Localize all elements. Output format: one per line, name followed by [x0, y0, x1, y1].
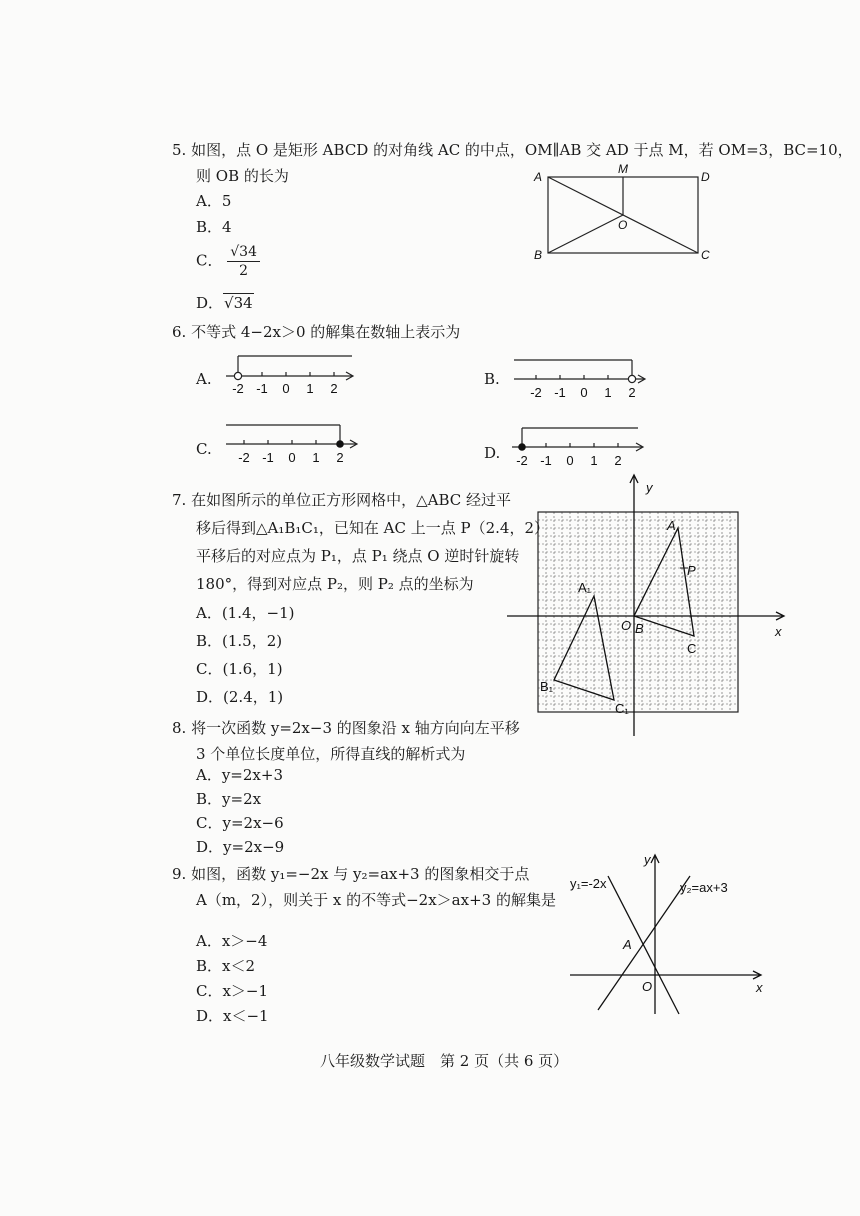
label-a: A [623, 937, 632, 952]
q5-option-b: B．4 [196, 218, 232, 236]
tick-label: 1 [306, 381, 314, 396]
q5-option-c-numerator: √34 [227, 243, 260, 262]
q6-stem: 6. 不等式 4−2x＞0 的解集在数轴上表示为 [172, 323, 461, 341]
q8-option-d: D．y=2x−9 [196, 838, 285, 856]
x-axis-label: x [756, 980, 763, 995]
q6-option-a-label: A. [196, 370, 212, 388]
label-o: O [618, 218, 628, 232]
open-endpoint [628, 375, 635, 382]
tick-label: -1 [262, 450, 274, 465]
x-axis-label: x [775, 624, 782, 639]
q6-number-line-c [222, 420, 364, 468]
label-c: C [701, 248, 710, 262]
q7-stem-line3: 平移后的对应点为 P₁，点 P₁ 绕点 O 逆时针旋转 [196, 547, 520, 565]
y-axis-label: y [646, 480, 653, 495]
q6-option-c-label: C. [196, 440, 212, 458]
y-axis-label: y [644, 852, 651, 867]
q8-option-c: C．y=2x−6 [196, 814, 284, 832]
q9-option-a: A．x＞−4 [196, 932, 268, 950]
q5-rectangle-figure [530, 160, 730, 270]
label-d: D [701, 170, 710, 184]
label-b: B [534, 248, 543, 262]
q6-option-d-label: D. [484, 444, 501, 462]
label-o: O [621, 618, 632, 633]
tick-label: -1 [540, 453, 552, 468]
q5-option-c-denominator: 2 [239, 263, 249, 279]
tick-label: 0 [282, 381, 290, 396]
tick-label: 0 [288, 450, 296, 465]
label-a1: A₁ [578, 580, 592, 595]
q5-option-d-label: D． [196, 294, 224, 312]
q9-stem-line1: 9. 如图，函数 y₁=−2x 与 y₂=ax+3 的图象相交于点 [172, 865, 530, 883]
q5-stem-line1: 5. 如图，点 O 是矩形 ABCD 的对角线 AC 的中点，OM∥AB 交 AD 于点 M，若 OM=3，BC=10， [172, 141, 853, 159]
label-a: A [534, 170, 543, 184]
tick-label: -2 [238, 450, 250, 465]
q7-grid-figure [505, 472, 795, 744]
q6-option-b-label: B. [484, 370, 500, 388]
q9-option-c: C．x＞−1 [196, 982, 269, 1000]
q7-stem-line2: 移后得到△A₁B₁C₁，已知在 AC 上一点 P（2.4，2） [196, 519, 550, 537]
tick-label: 1 [590, 453, 598, 468]
label-m: M [618, 162, 628, 176]
label-a: A [667, 518, 676, 533]
tick-label: 1 [312, 450, 320, 465]
q9-function-figure [562, 848, 772, 1018]
q7-option-c: C．(1.6，1) [196, 660, 283, 678]
q8-stem-line1: 8. 将一次函数 y=2x−3 的图象沿 x 轴方向向左平移 [172, 719, 520, 737]
tick-label: 2 [330, 381, 338, 396]
q7-stem-line4: 180°，得到对应点 P₂，则 P₂ 点的坐标为 [196, 575, 474, 593]
q7-stem-line1: 7. 在如图所示的单位正方形网格中，△ABC 经过平 [172, 491, 511, 509]
q7-option-b: B．(1.5，2) [196, 632, 283, 650]
tick-label: 1 [604, 385, 612, 400]
q5-option-d-value: √34 [224, 294, 253, 312]
tick-label: 2 [614, 453, 622, 468]
tick-label: 2 [628, 385, 636, 400]
q5-option-c-fraction [227, 243, 260, 280]
label-p: P [687, 563, 696, 578]
closed-endpoint [336, 440, 344, 448]
q8-option-b: B．y=2x [196, 790, 262, 808]
label-y2: y₂=ax+3 [680, 880, 728, 895]
q5-option-c [196, 243, 260, 280]
label-b1: B₁ [540, 679, 554, 694]
tick-label: 2 [336, 450, 344, 465]
q5-option-c-label: C． [196, 251, 223, 270]
page-footer: 八年级数学试题 第 2 页（共 6 页） [320, 1052, 569, 1070]
q6-number-line-b [510, 355, 652, 403]
label-b: B [635, 621, 644, 636]
q8-stem-line2: 3 个单位长度单位，所得直线的解析式为 [196, 745, 466, 763]
tick-label: 0 [580, 385, 588, 400]
tick-label: -1 [256, 381, 268, 396]
q6-number-line-d [508, 422, 650, 470]
tick-label: -2 [516, 453, 528, 468]
tick-label: -2 [232, 381, 244, 396]
q5-stem-line2: 则 OB 的长为 [196, 167, 289, 185]
tick-label: -2 [530, 385, 542, 400]
q5-option-a: A．5 [196, 192, 232, 210]
label-y1: y₁=-2x [570, 876, 607, 891]
q5-option-d [196, 290, 254, 316]
q9-stem-line2: A（m，2），则关于 x 的不等式−2x＞ax+3 的解集是 [196, 891, 556, 909]
label-c: C [687, 641, 697, 656]
q6-number-line-a [222, 350, 362, 398]
open-endpoint [234, 372, 241, 379]
q7-option-a: A．(1.4，−1) [196, 604, 295, 622]
segment-ob [548, 215, 623, 253]
tick-label: 0 [566, 453, 574, 468]
grid-border [538, 512, 738, 712]
q9-option-d: D．x＜−1 [196, 1007, 269, 1025]
tick-label: -1 [554, 385, 566, 400]
label-c1: C₁ [615, 701, 629, 716]
label-o: O [642, 979, 653, 994]
q7-option-d: D．(2.4，1) [196, 688, 284, 706]
q8-option-a: A．y=2x+3 [196, 766, 283, 784]
closed-endpoint [518, 443, 526, 451]
q9-option-b: B．x＜2 [196, 957, 256, 975]
